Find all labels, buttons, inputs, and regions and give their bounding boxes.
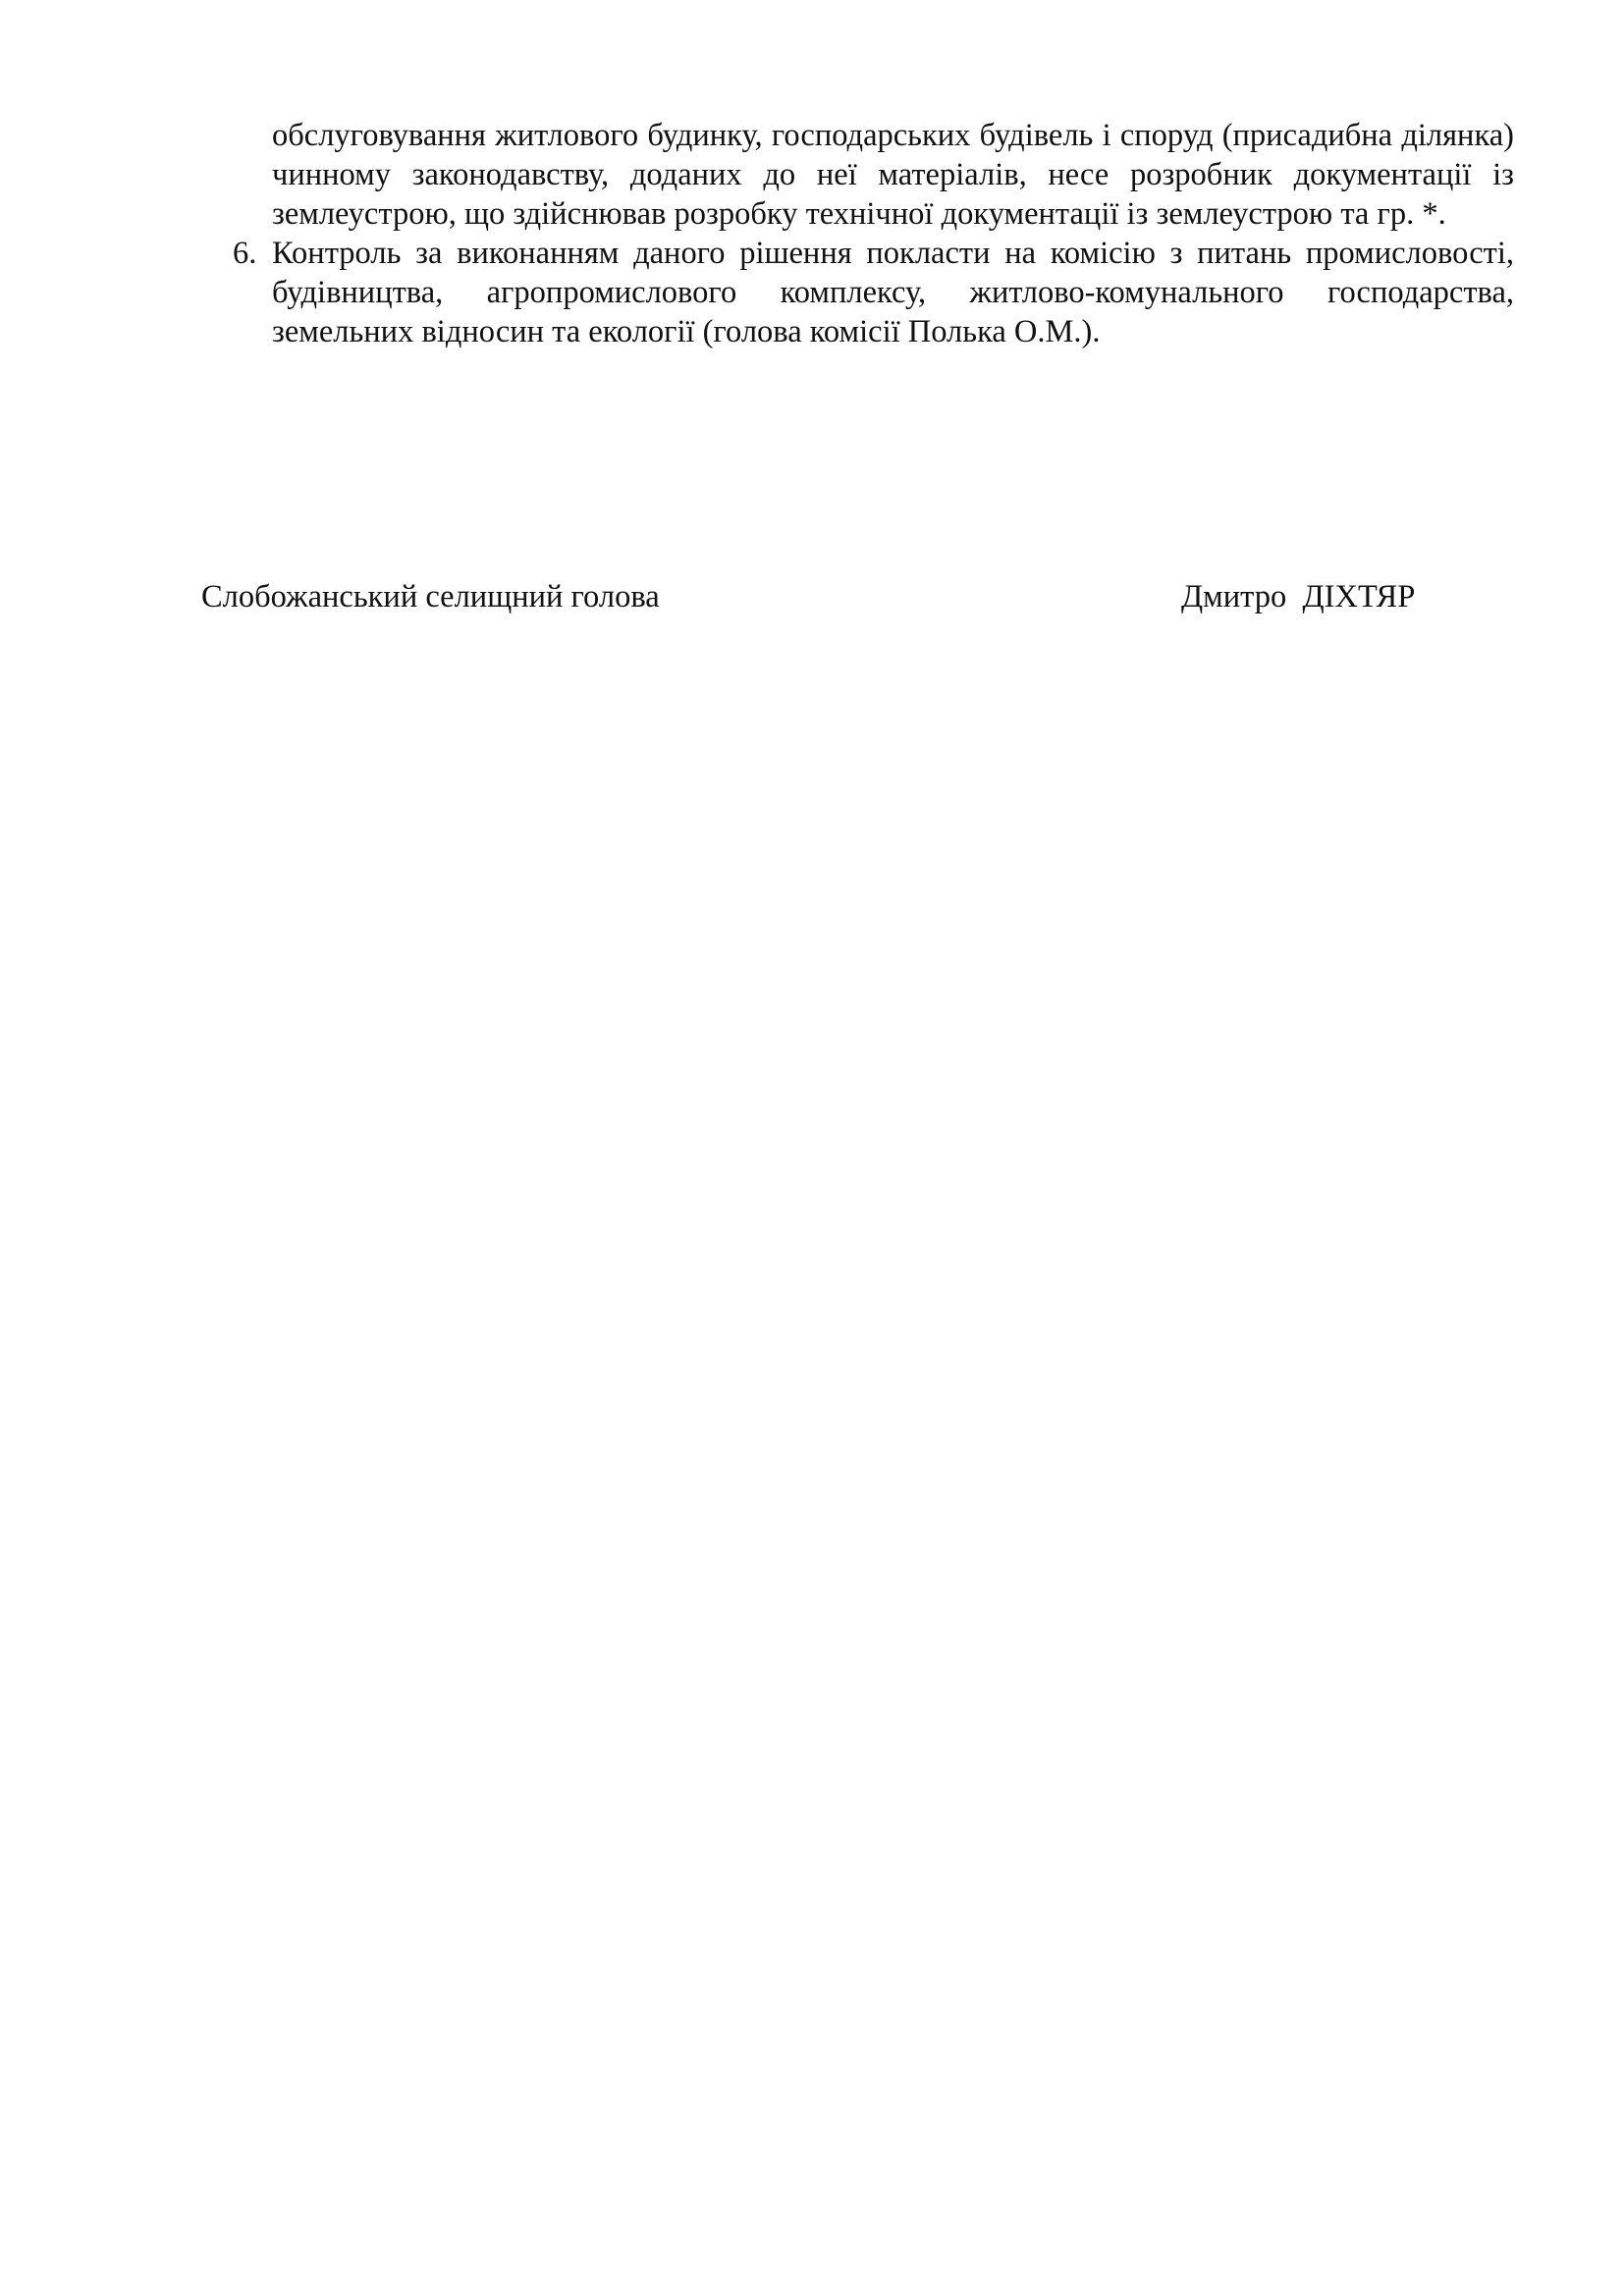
signature-block: [201, 577, 1448, 624]
continuation-paragraph: обслуговування житлового будинку, господарських будівель і споруд (присадибна ділянка) чинному законодавству, доданих до неї матеріалів, несе розробник документації із землеустрою, що здійснював розробку технічної документації із землеустрою та гр. *.: [272, 118, 1514, 232]
list-item-text: Контроль за виконанням даного рішення покласти на комісію з питань промисловості, будівництва, агропромислового комплексу, житлово-комунального господарства, земельних відносин та екології (голова комісії Полька О.М.).: [272, 236, 1514, 349]
signature-name: Дмитро ДІХТЯР: [1181, 579, 1416, 614]
document-body: [233, 116, 1514, 351]
signature-title: Слобожанський селищний голова: [201, 579, 660, 614]
list-item-number: 6.: [233, 236, 257, 271]
list-item-6: [233, 234, 1514, 351]
